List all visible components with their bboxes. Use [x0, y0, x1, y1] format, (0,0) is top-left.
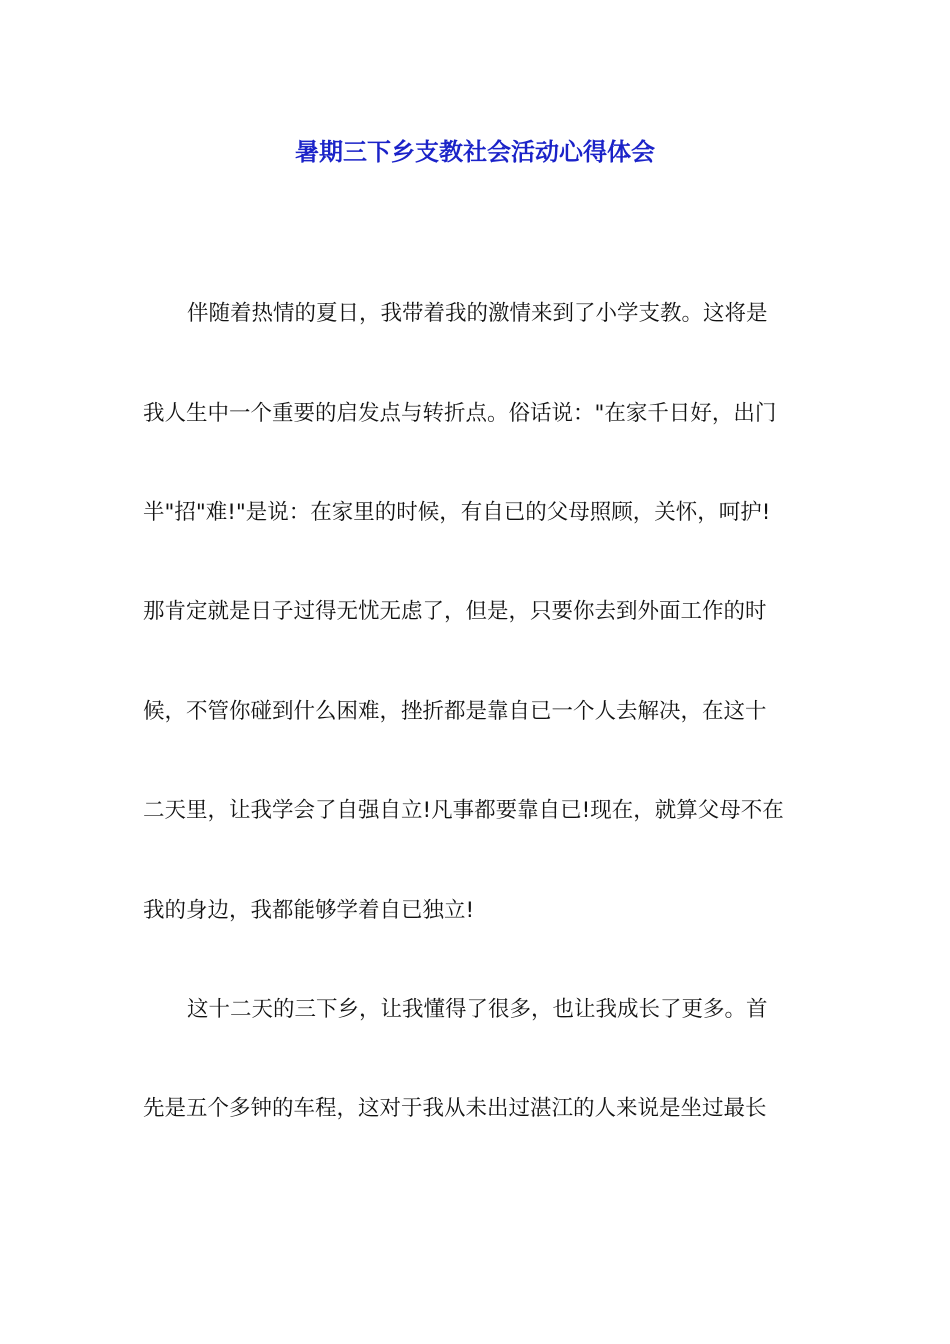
paragraph-1-line-6: 二天里，让我学会了自强自立!凡事都要靠自已!现在，就算父母不在 — [143, 798, 784, 823]
paragraph-1-line-7: 我的身边，我都能够学着自已独立! — [143, 898, 475, 923]
paragraph-2-line-1: 这十二天的三下乡，让我懂得了很多，也让我成长了更多。首 — [187, 997, 768, 1022]
paragraph-1-line-5: 候，不管你碰到什么困难，挫折都是靠自已一个人去解决，在这十 — [143, 699, 767, 724]
paragraph-1-line-1: 伴随着热情的夏日，我带着我的激情来到了小学支教。这将是 — [187, 301, 768, 326]
paragraph-1-line-3: 半"招"难!"是说：在家里的时候，有自已的父母照顾，关怀，呵护! — [143, 500, 771, 525]
paragraph-2-line-2: 先是五个多钟的车程，这对于我从未出过湛江的人来说是坐过最长 — [143, 1096, 767, 1121]
paragraph-1-line-2: 我人生中一个重要的启发点与转折点。俗话说："在家千日好，出门 — [143, 401, 777, 426]
document-title: 暑期三下乡支教社会活动心得体会 — [295, 138, 655, 166]
paragraph-1-line-4: 那肯定就是日子过得无忧无虑了，但是，只要你去到外面工作的时 — [143, 599, 767, 624]
